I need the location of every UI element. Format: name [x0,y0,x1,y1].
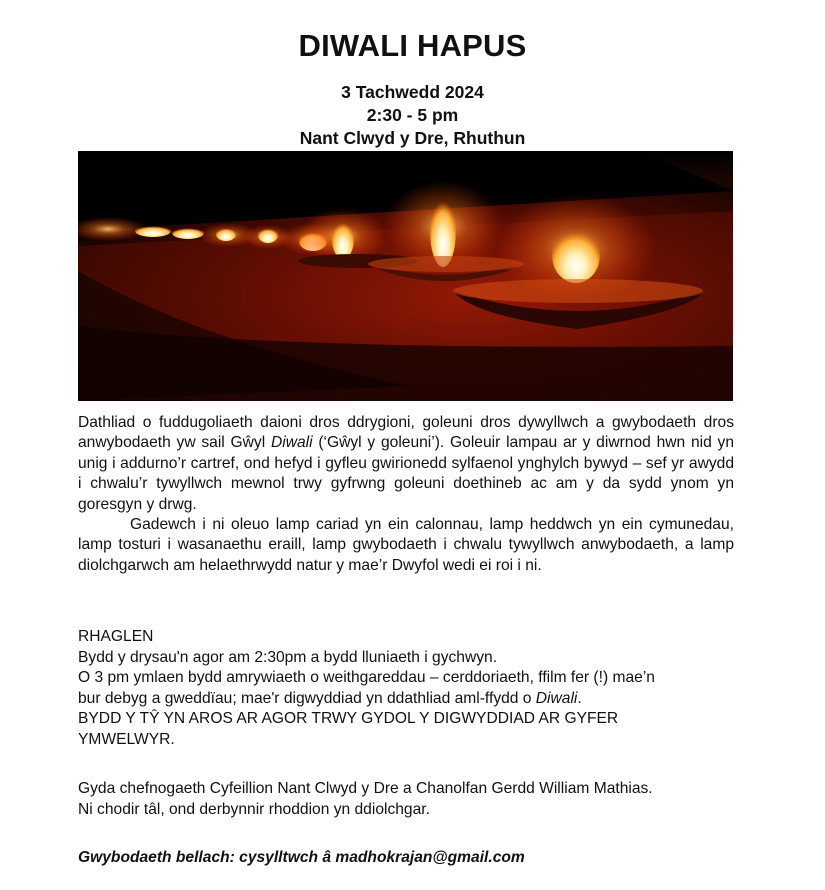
programme-line: YMWELWYR. [78,730,175,748]
programme-line: Bydd y drysau'n agor am 2:30pm a bydd lluniaeth i gychwyn. [78,648,498,666]
programme-section [78,627,758,751]
event-date: 3 Tachwedd 2024 [341,82,484,102]
programme-line: bur debyg a gweddïau; mae'r digwyddiad yn ddathliad aml-ffydd o Diwali. [78,689,582,707]
support-line: Ni chodir tâl, ond derbynnir rhoddion yn ddiolchgar. [78,800,430,818]
support-line: Gyda chefnogaeth Cyfeillion Nant Clwyd y Dre a Chanolfan Gerdd William Mathias. [78,780,653,797]
contact-info: Gwybodaeth bellach: cysylltwch â madhokrajan@gmail.com [78,849,525,866]
intro-paragraph-2: Gadewch i ni oleuo lamp cariad yn ein calonnau, lamp heddwch yn ein cymunedau, lamp tosturi i wasanaethu eraill, lamp gwybodaeth i chwalu tywyllwch anwybodaeth, a lamp diolchgarwch am helaethrwydd natur y mae’r Dwyfol wedi ei roi i ni. [78,516,734,574]
event-venue: Nant Clwyd y Dre, Rhuthun [299,128,526,148]
programme-line: O 3 pm ymlaen bydd amrywiaeth o weithgareddau – cerddoriaeth, ffilm fer (!) mae’n [78,669,655,687]
event-time: 2:30 - 5 pm [366,105,459,125]
intro-paragraph-1: Dathliad o fuddugoliaeth daioni dros ddrygioni, goleuni dros dywyllwch a gwybodaeth dros anwybodaeth yw sail Gŵyl Diwali (‘Gŵyl y goleuni’). Goleuir lampau ar y diwrnod hwn nid yn unig i addurno’r cartref, ond hefyd i gyfleu gwirionedd sylfaenol ynghylch bywyd – sef yr awydd i chwalu’r tywyllwch mewnol trwy gyfrwng goleuni doethineb ac am y da sydd ynom yn goresgyn y drwg. [78,414,734,513]
programme-line: BYDD Y TŶ YN AROS AR AGOR TRWY GYDOL Y DIGWYDDIAD AR GYFER [78,710,619,728]
programme-heading: RHAGLEN [78,628,154,645]
page-title: DIWALI HAPUS [298,28,527,63]
intro-text [78,413,734,576]
support-section [78,779,758,820]
diwali-lamps-photo [78,151,733,401]
